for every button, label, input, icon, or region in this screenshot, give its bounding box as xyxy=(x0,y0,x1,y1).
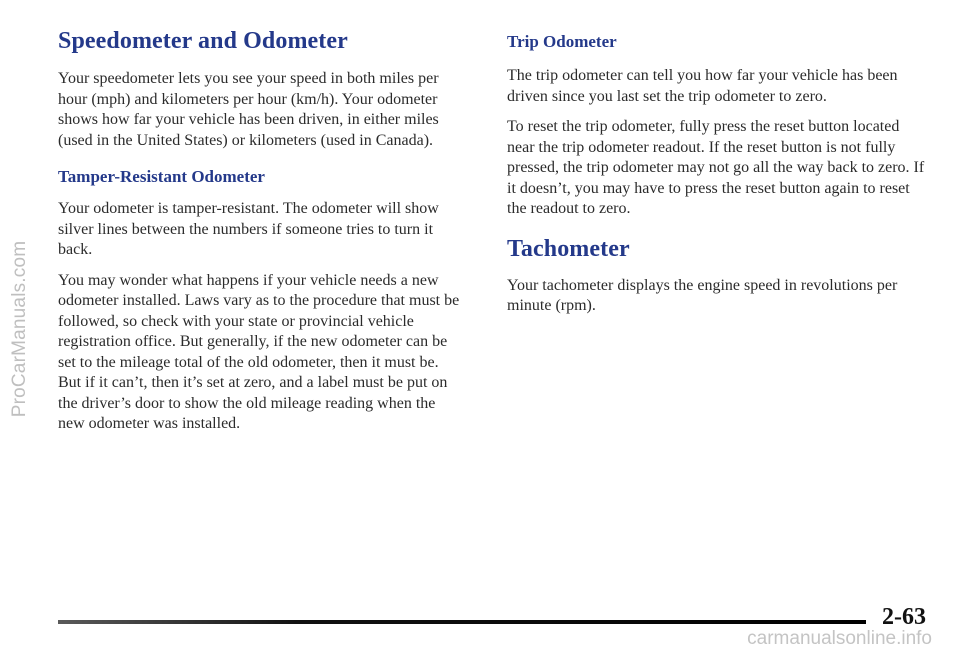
right-column xyxy=(507,28,927,327)
tamper-heading: Tamper-Resistant Odometer xyxy=(58,167,265,186)
side-watermark-text: ProCarManuals.com xyxy=(9,240,30,418)
left-column xyxy=(58,28,463,445)
page-number: 2-63 xyxy=(882,604,926,630)
tamper-paragraph-2: You may wonder what happens if your vehicle needs a new odometer installed. Laws vary as to the procedure that must be followed, so check with your state or provincial vehicle registration office. But generally, if the new odometer can be set to the mileage total of the old odometer, then it must be. But if it can’t, then it’s set at zero, and a label must be put on the driver’s door to show the old mileage reading when the new odometer was installed. xyxy=(58,271,460,432)
footer-rule xyxy=(58,620,866,624)
tachometer-paragraph: Your tachometer displays the engine speed in revolutions per minute (rpm). xyxy=(507,276,898,314)
bottom-watermark: carmanualsonline.info xyxy=(747,628,932,649)
trip-paragraph-1: The trip odometer can tell you how far your vehicle has been driven since you last set the trip odometer to zero. xyxy=(507,67,898,105)
speedometer-paragraph: Your speedometer lets you see your speed in both miles per hour (mph) and kilometers per hour (km/h). Your odometer shows how far your vehicle has been driven, in either miles (used in the United States) or kilometers (used in Canada). xyxy=(58,70,439,149)
side-watermark xyxy=(0,0,40,658)
tachometer-heading: Tachometer xyxy=(507,235,630,262)
trip-odometer-heading: Trip Odometer xyxy=(507,32,617,51)
tamper-paragraph-1: Your odometer is tamper-resistant. The odometer will show silver lines between the numbers if someone tries to turn it back. xyxy=(58,200,439,258)
trip-paragraph-2: To reset the trip odometer, fully press the reset button located near the trip odometer readout. If the reset button is not fully pressed, the trip odometer may not go all the way back to zero. If it doesn’t, you may have to press the reset button again to reset the readout to zero. xyxy=(507,118,925,217)
speedometer-heading: Speedometer and Odometer xyxy=(58,28,348,54)
